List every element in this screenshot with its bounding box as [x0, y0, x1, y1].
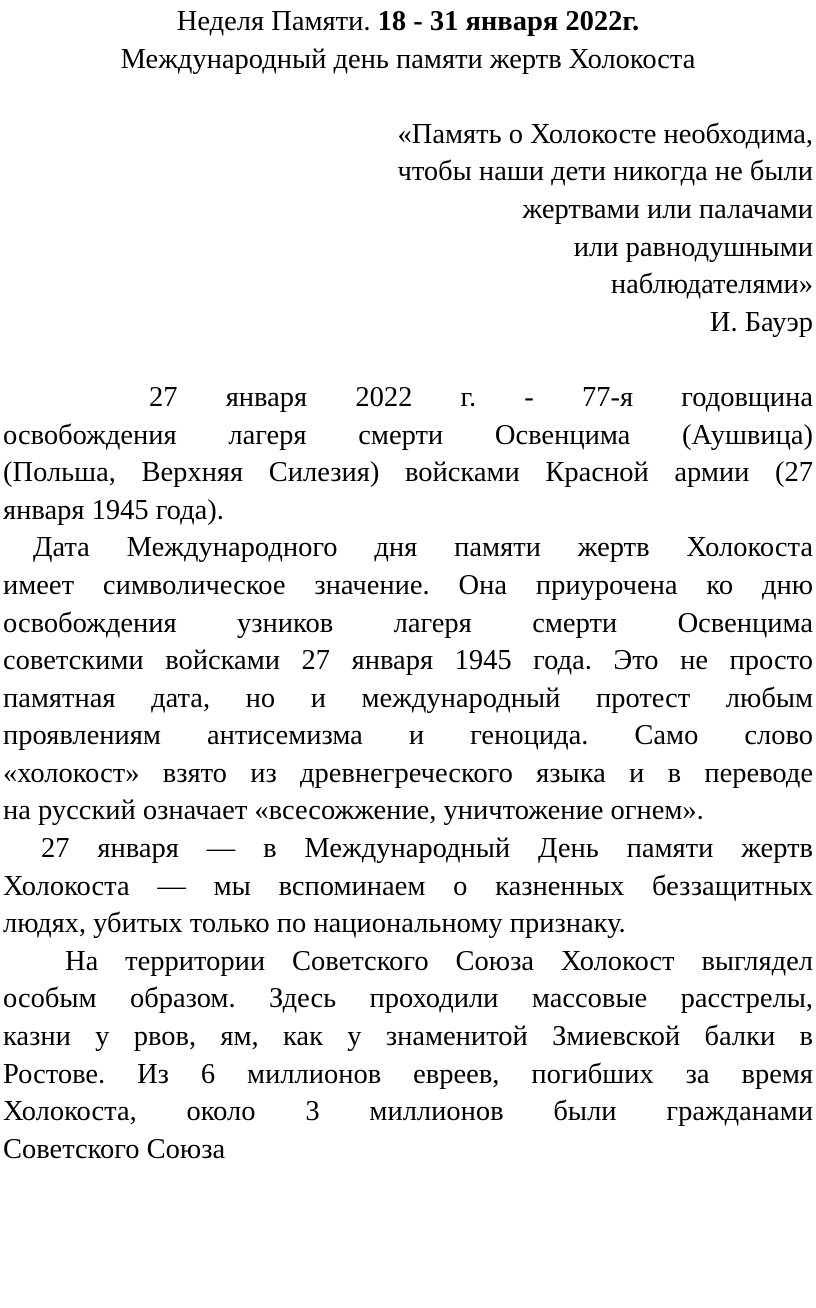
paragraph-line: Холокоста, около 3 миллионов были гражданами [3, 1096, 813, 1128]
paragraph-line: на русский означает «всесожжение, уничтожение огнем». [3, 795, 704, 827]
paragraph-soviet-union [3, 943, 813, 1169]
paragraph-line: (Польша, Верхняя Силезия) войсками Красной армии (27 [3, 457, 813, 489]
epigraph-author: И. Бауэр [709, 306, 813, 338]
paragraph-anniversary [3, 379, 813, 529]
paragraph-line: имеет символическое значение. Она приурочена ко дню [3, 569, 813, 601]
paragraph-remembrance [3, 830, 813, 943]
paragraph-line: людях, убитых только по национальному признаку. [3, 908, 626, 940]
paragraph-line: Дата Международного дня памяти жертв Холокоста [33, 532, 813, 564]
title-dates: 18 - 31 января 2022г. [377, 6, 640, 37]
spacer [3, 341, 813, 379]
paragraph-line: Советского Союза [3, 1133, 226, 1165]
document-body [3, 3, 813, 1168]
page-subtitle: Международный день памяти жертв Холокоста [120, 43, 696, 75]
epigraph-line: чтобы наши дети никогда не были [397, 156, 813, 188]
paragraph-line: Ростове. Из 6 миллионов евреев, погибших за время [3, 1058, 813, 1090]
paragraph-line: памятная дата, но и международный протест любым [3, 682, 813, 714]
epigraph [3, 116, 813, 342]
epigraph-line: наблюдателями» [610, 269, 813, 301]
paragraph-line: проявлениям антисемизма и геноцида. Само слово [3, 720, 813, 752]
paragraph-line: Холокоста — мы вспоминаем о казненных беззащитных [3, 870, 813, 902]
paragraph-line: 27 января 2022 г. - 77-я годовщина [149, 381, 813, 413]
paragraph-line: советскими войсками 27 января 1945 года. Это не просто [3, 645, 813, 677]
paragraph-line: освобождения лагеря смерти Освенцима (Аушвица) [3, 419, 813, 451]
paragraph-line: казни у рвов, ям, как у знаменитой Змиевской балки в [3, 1021, 813, 1053]
paragraph-line: На территории Советского Союза Холокост выглядел [65, 945, 813, 977]
spacer [3, 78, 813, 116]
paragraph-line: освобождения узников лагеря смерти Освенцима [3, 607, 813, 639]
epigraph-line: «Память о Холокосте необходима, [397, 118, 813, 150]
epigraph-line: жертвами или палачами [522, 193, 813, 225]
paragraph-meaning [3, 529, 813, 830]
paragraph-line: «холокост» взято из древнегреческого языка и в переводе [3, 757, 813, 789]
title-prefix: Неделя Памяти. [176, 6, 378, 37]
epigraph-line: или равнодушными [573, 231, 813, 263]
page-title [3, 3, 813, 41]
paragraph-line: 27 января — в Международный День памяти жертв [41, 833, 813, 865]
paragraph-line: января 1945 года). [3, 494, 224, 526]
paragraph-line: особым образом. Здесь проходили массовые расстрелы, [3, 983, 813, 1015]
